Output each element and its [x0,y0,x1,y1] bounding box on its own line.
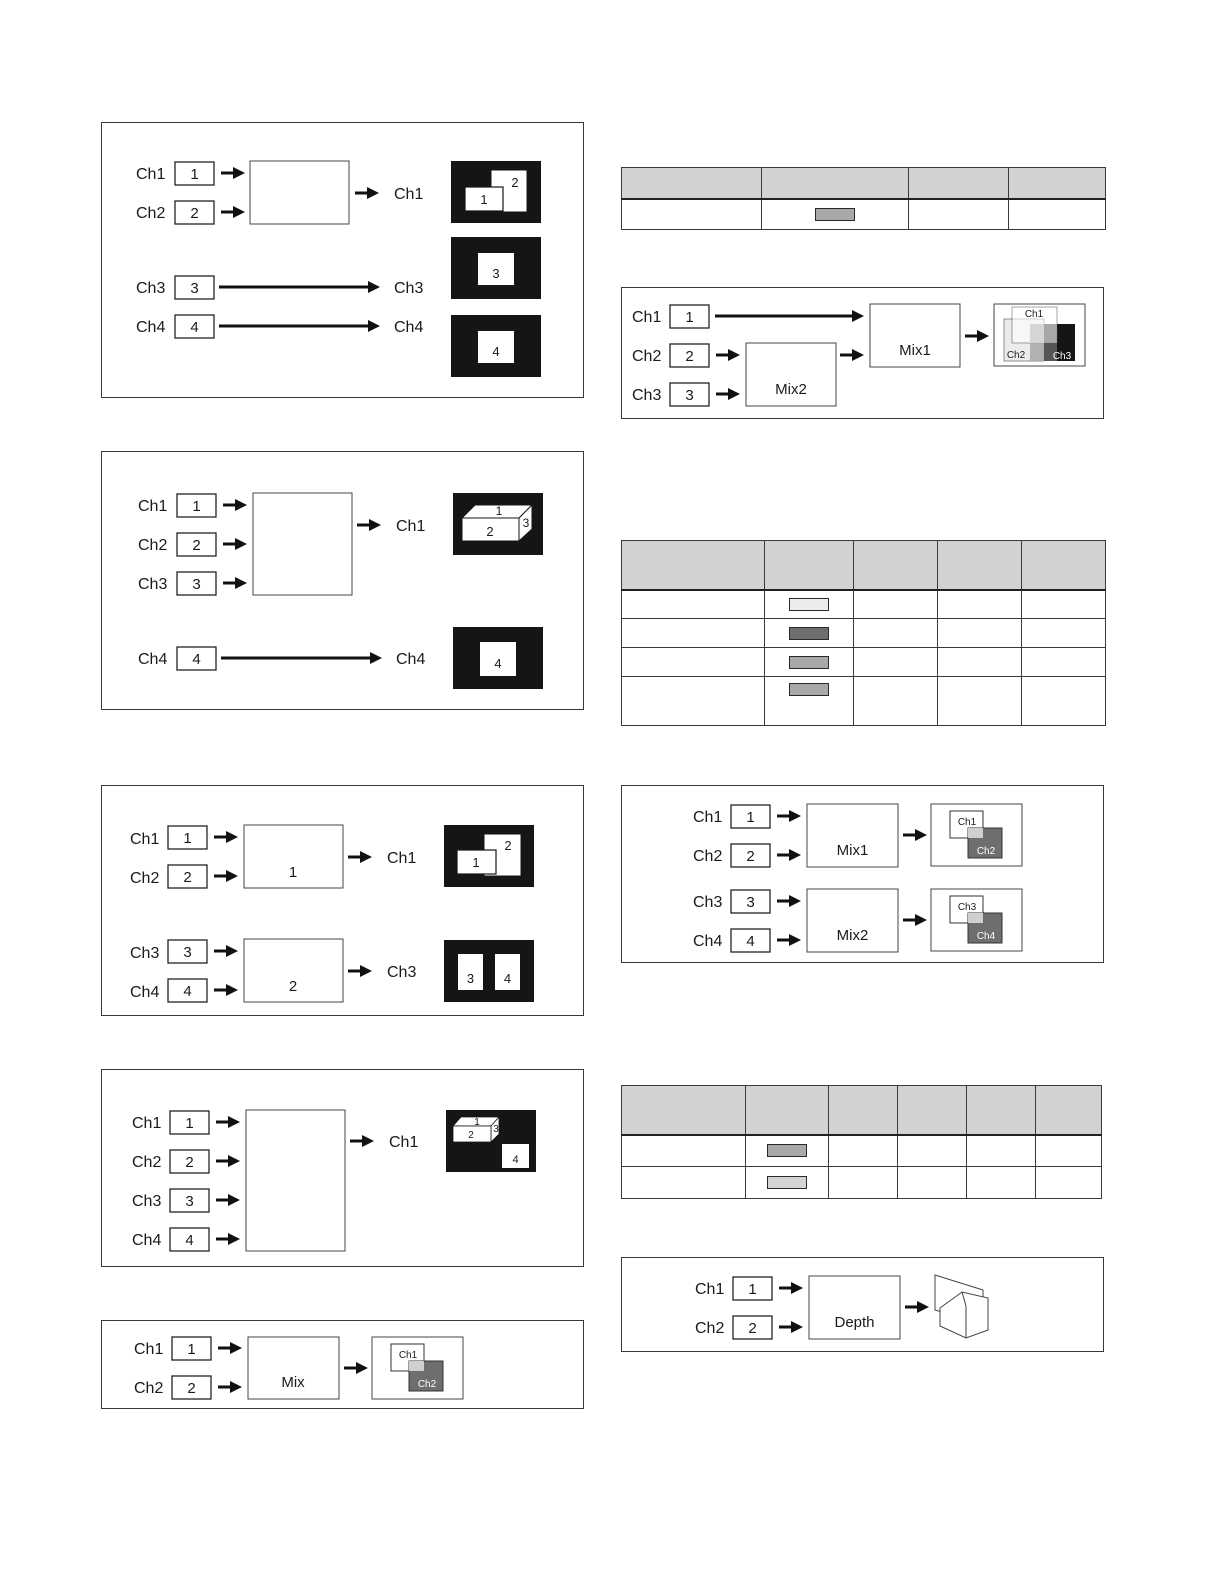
svg-text:4: 4 [503,971,512,986]
diagram-two-mixes [621,785,1104,963]
svg-text:2: 2 [748,1320,757,1337]
svg-text:2: 2 [504,838,512,853]
input-label-ch2: Ch2 [138,537,168,554]
svg-text:2: 2 [192,537,201,554]
input-label-ch2: Ch2 [130,870,160,887]
svg-text:Ch4: Ch4 [976,931,996,942]
svg-text:2: 2 [746,848,755,865]
input-label-ch1: Ch1 [130,831,160,848]
color-swatch [789,656,829,669]
depth-label: Depth [834,1314,875,1331]
svg-text:3: 3 [493,1124,499,1135]
svg-text:4: 4 [512,1154,519,1166]
arrow-icon [218,1342,242,1354]
input-label-ch1: Ch1 [138,498,168,515]
combiner-box [250,161,349,224]
mix-label: Mix [281,1374,305,1391]
svg-text:4: 4 [746,933,755,950]
arrow-icon [216,1233,240,1245]
diagram-depth [621,1257,1104,1352]
input-label-ch4: Ch4 [136,319,166,336]
color-swatch [767,1144,807,1157]
svg-text:1: 1 [192,498,201,515]
color-swatch [789,683,829,696]
input-label-ch2: Ch2 [136,205,166,222]
channel-number-4: 4 [190,319,199,336]
channel-number-2: 2 [190,205,199,222]
svg-text:2: 2 [511,175,519,190]
svg-text:Ch2: Ch2 [976,846,996,857]
input-label-ch4: Ch4 [138,651,168,668]
input-label-ch3: Ch3 [693,894,723,911]
arrow-icon [716,388,740,400]
svg-text:Ch1: Ch1 [1024,309,1044,320]
arrow-icon [777,895,801,907]
svg-text:1: 1 [185,1115,194,1132]
arrow-icon [905,1301,929,1313]
cube-icon [462,504,532,541]
svg-text:1: 1 [480,192,488,207]
input-label-ch3: Ch3 [132,1193,162,1210]
svg-text:Ch1: Ch1 [398,1350,418,1361]
svg-text:1: 1 [187,1341,196,1358]
mix1-label: Mix1 [836,842,869,859]
input-label-ch2: Ch2 [693,848,723,865]
color-swatch [767,1176,807,1189]
output-label-ch4: Ch4 [394,319,424,336]
input-label-ch2: Ch2 [632,348,662,365]
long-arrow-icon [221,652,382,664]
arrow-icon [355,187,379,199]
input-label-ch4: Ch4 [693,933,723,950]
input-label-ch3: Ch3 [632,387,662,404]
settings-table-3 [621,1085,1102,1199]
output-label-ch1: Ch1 [387,850,417,867]
depth-planes-icon [935,1275,988,1338]
output-label-ch1: Ch1 [396,518,426,535]
input-label-ch1: Ch1 [693,809,723,826]
input-label-ch3: Ch3 [130,945,160,962]
output-label-ch4: Ch4 [396,651,426,668]
svg-text:2: 2 [185,1154,194,1171]
arrow-icon [357,519,381,531]
svg-text:Ch1: Ch1 [957,817,977,828]
input-label-ch2: Ch2 [695,1320,725,1337]
arrow-icon [216,1116,240,1128]
svg-text:1: 1 [685,309,694,326]
arrow-icon [216,1194,240,1206]
arrow-icon [716,349,740,361]
svg-text:1: 1 [748,1281,757,1298]
arrow-icon [221,167,245,179]
mix2-label: Mix2 [836,927,869,944]
svg-text:1: 1 [472,855,480,870]
diagram-two-pairs-combined [101,785,584,1016]
output-label-ch1: Ch1 [394,186,424,203]
long-arrow-icon [219,320,380,332]
mix1-label: Mix1 [899,342,931,359]
svg-text:1: 1 [288,864,298,881]
color-swatch [815,208,855,221]
arrow-icon [223,538,247,550]
svg-text:4: 4 [185,1232,194,1249]
input-label-ch1: Ch1 [136,166,166,183]
diagram-mix [101,1320,584,1409]
arrow-icon [214,870,238,882]
arrow-icon [344,1362,368,1374]
arrow-icon [777,810,801,822]
input-label-ch1: Ch1 [695,1281,725,1298]
arrow-icon [779,1282,803,1294]
arrow-icon [348,965,372,977]
arrow-icon [840,349,864,361]
color-swatch [789,598,829,611]
monitor-screen [444,940,534,1002]
input-label-ch2: Ch2 [132,1154,162,1171]
diagram-three-plus-one-channels [101,451,584,710]
input-label-ch4: Ch4 [132,1232,162,1249]
color-swatch [789,627,829,640]
output-label-ch3: Ch3 [387,964,417,981]
svg-text:1: 1 [495,504,503,518]
combiner-box [246,1110,345,1251]
arrow-icon [214,945,238,957]
svg-text:2: 2 [183,869,192,886]
svg-text:Ch3: Ch3 [957,902,977,913]
arrow-icon [348,851,372,863]
svg-text:2: 2 [288,978,298,995]
svg-text:3: 3 [522,516,530,530]
svg-text:4: 4 [492,344,500,359]
combiner-box [253,493,352,595]
svg-text:2: 2 [486,524,494,539]
arrow-icon [903,829,927,841]
svg-text:1: 1 [746,809,755,826]
svg-text:2: 2 [685,348,694,365]
arrow-icon [777,849,801,861]
svg-text:Ch2: Ch2 [417,1379,437,1390]
svg-text:1: 1 [474,1117,480,1128]
svg-text:4: 4 [192,651,201,668]
svg-text:1: 1 [183,830,192,847]
svg-text:2: 2 [187,1380,196,1397]
arrow-icon [214,831,238,843]
svg-text:3: 3 [183,944,192,961]
svg-text:3: 3 [746,894,755,911]
settings-table-2 [621,540,1106,726]
svg-text:Ch2: Ch2 [1006,350,1026,361]
mix2-label: Mix2 [775,381,807,398]
arrow-icon [214,984,238,996]
input-label-ch3: Ch3 [136,280,166,297]
input-label-ch1: Ch1 [632,309,662,326]
svg-text:Ch3: Ch3 [1052,351,1072,362]
diagram-nested-mix [621,287,1104,419]
svg-text:4: 4 [183,983,192,1000]
arrow-icon [777,934,801,946]
cube-icon [453,1117,499,1142]
arrow-icon [223,577,247,589]
diagram-two-plus-two-channels [101,122,584,398]
svg-text:3: 3 [192,576,201,593]
arrow-icon [965,330,989,342]
channel-number-3: 3 [190,280,199,297]
arrow-icon [221,206,245,218]
svg-text:3: 3 [685,387,694,404]
input-label-ch1: Ch1 [132,1115,162,1132]
input-label-ch1: Ch1 [134,1341,164,1358]
svg-text:2: 2 [468,1130,474,1141]
channel-number-1: 1 [190,166,199,183]
svg-text:4: 4 [494,656,502,671]
input-label-ch2: Ch2 [134,1380,164,1397]
arrow-icon [223,499,247,511]
arrow-icon [903,914,927,926]
settings-table-1 [621,167,1106,230]
svg-text:3: 3 [492,266,500,281]
arrow-icon [218,1381,242,1393]
arrow-icon [779,1321,803,1333]
diagram-four-channels-combined [101,1069,584,1267]
output-label-ch3: Ch3 [394,280,424,297]
long-arrow-icon [715,310,864,322]
svg-text:3: 3 [185,1193,194,1210]
input-label-ch4: Ch4 [130,984,160,1001]
arrow-icon [216,1155,240,1167]
output-label-ch1: Ch1 [389,1134,419,1151]
long-arrow-icon [219,281,380,293]
arrow-icon [350,1135,374,1147]
svg-text:3: 3 [466,971,475,986]
input-label-ch3: Ch3 [138,576,168,593]
